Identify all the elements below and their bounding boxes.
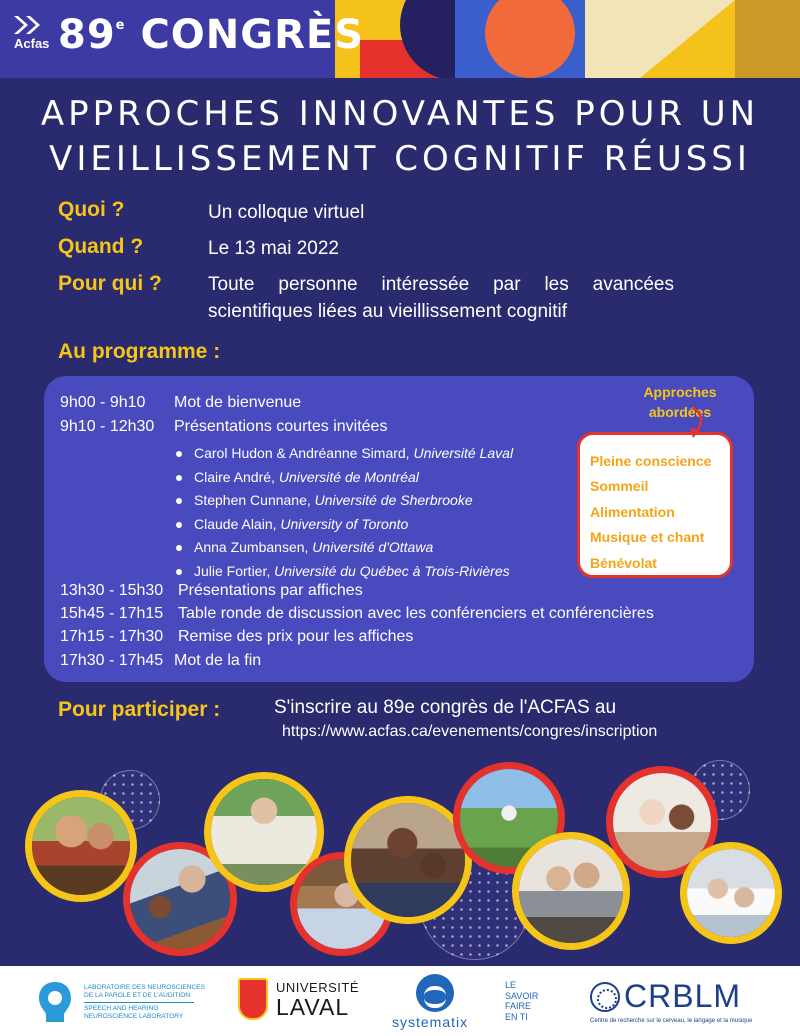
program-text: Présentations par affiches [178, 582, 363, 599]
program-line [60, 652, 261, 670]
speaker-item [176, 442, 513, 466]
program-text: Mot de la fin [174, 652, 262, 669]
program-panel [44, 376, 754, 682]
laval-logo-text [276, 980, 359, 1019]
quand-value: Le 13 mai 2022 [208, 238, 339, 259]
pourqui-label: Pour qui ? [58, 272, 162, 295]
program-time: 9h10 - 12h30 [60, 418, 155, 435]
photo-seniors-gardening [25, 790, 137, 902]
approach-item: Sommeil [590, 478, 649, 495]
quoi-label: Quoi ? [58, 198, 125, 221]
approaches-box [577, 432, 733, 578]
savoir-faire-logo [505, 980, 538, 1022]
program-time: 9h00 - 9h10 [60, 394, 146, 411]
congres-title [58, 12, 364, 58]
speaker-item [176, 560, 513, 584]
speaker-item [176, 466, 513, 490]
speaker-name: Anna Zumbansen, [194, 539, 313, 556]
speaker-name: Claire André, [194, 468, 279, 485]
lab-divider [84, 1002, 194, 1003]
acfas-logo-text: Acfas [14, 36, 50, 51]
savoir-line: SAVOIR [505, 990, 539, 1001]
approach-item: Alimentation [590, 503, 675, 520]
approach-item: Musique et chant [590, 529, 705, 546]
speaker-name: Julie Fortier, [194, 562, 275, 579]
savoir-line: LE [505, 980, 517, 990]
speaker-name: Stephen Cunnane, [194, 492, 315, 509]
photo-couple-laptop [512, 832, 630, 950]
program-time: 17h30 - 17h45 [60, 652, 164, 669]
speaker-university: Université de Sherbrooke [314, 492, 473, 509]
laval-crest-icon [238, 978, 268, 1020]
speaker-university: Université d'Ottawa [312, 539, 434, 556]
program-line [60, 394, 301, 412]
approaches-heading-line: Approches [643, 384, 717, 400]
photo-couple-resting [680, 842, 782, 944]
title-line-1: APPROCHES INNOVANTES POUR UN [40, 94, 760, 134]
program-text: Mot de bienvenue [174, 394, 302, 411]
quand-label: Quand ? [58, 235, 144, 258]
speaker-name: Claude Alain, [194, 515, 281, 532]
systematix-logo-icon [416, 974, 454, 1012]
program-line [60, 418, 387, 436]
congres-word: CONGRÈS [140, 12, 365, 58]
lab-name-en-1: SPEECH AND HEARING [84, 1005, 159, 1012]
congres-sup: e [115, 18, 126, 33]
participate-text: S'inscrire au 89e congrès de l'ACFAS au [274, 697, 617, 718]
speaker-university: University of Toronto [280, 515, 409, 532]
approach-item: Bénévolat [590, 554, 657, 571]
banner-deco-triangle [640, 0, 735, 78]
program-text: Table ronde de discussion avec les conférenciers et conférencières [178, 605, 654, 622]
banner-deco-texture [735, 0, 800, 78]
approaches-heading-line: abordées [648, 404, 712, 420]
program-time: 17h15 - 17h30 [60, 628, 164, 645]
speaker-name: Carol Hudon & Andréanne Simard, [194, 445, 414, 461]
program-line [60, 605, 654, 623]
program-time: 13h30 - 15h30 [60, 582, 164, 599]
program-line [60, 582, 363, 600]
laval-small-text: UNIVERSITÉ [276, 980, 360, 995]
pourqui-value: Toute personne intéressée par les avancées scientifiques liées au vieillissement cognitif [208, 274, 674, 322]
laval-big-text: LAVAL [276, 994, 350, 1020]
lab-name-fr-1: LABORATOIRE DES NEUROSCIENCES [84, 984, 206, 991]
speaker-university: Université de Montréal [278, 468, 419, 485]
curved-arrow-icon [680, 406, 710, 442]
footer-logos [0, 966, 800, 1036]
savoir-line: FAIRE [505, 1001, 532, 1011]
speaker-list [176, 442, 513, 584]
page-title [0, 92, 800, 182]
approach-item: Pleine conscience [590, 453, 712, 469]
lab-name-fr-2: DE LA PAROLE ET DE L'AUDITION [84, 992, 191, 999]
title-line-2: VIEILLISSEMENT COGNITIF RÉUSSI [49, 139, 751, 179]
program-text: Remise des prix pour les affiches [178, 628, 414, 645]
congres-number: 89 [58, 12, 116, 58]
acfas-logo-icon [14, 14, 44, 36]
systematix-logo-text: systematix [392, 1014, 469, 1030]
crblm-logo-icon [590, 982, 620, 1012]
speaker-item [176, 536, 513, 560]
program-text: Présentations courtes invitées [174, 418, 388, 435]
crblm-logo-text: CRBLM [624, 978, 742, 1014]
speaker-item [176, 489, 513, 513]
lab-name-en-2: NEUROSCIENCE LABORATORY [84, 1013, 184, 1020]
crblm-subtitle: Centre de recherche sur le cerveau, le langage et la musique [590, 1018, 753, 1024]
speaker-university: Université Laval [413, 445, 514, 461]
program-line [60, 628, 413, 646]
header-banner [0, 0, 800, 78]
program-heading: Au programme : [58, 340, 221, 363]
speaker-item [176, 513, 513, 537]
registration-link[interactable]: https://www.acfas.ca/evenements/congres/inscription [282, 723, 658, 740]
program-time: 15h45 - 17h15 [60, 605, 164, 622]
lab-logo-text [84, 984, 205, 1021]
participate-label: Pour participer : [58, 698, 221, 721]
savoir-line: EN TI [505, 1011, 528, 1022]
speaker-university: Université du Québec à Trois-Rivières [274, 562, 510, 579]
quoi-value: Un colloque virtuel [208, 202, 365, 223]
head-brain-icon [36, 980, 74, 1024]
